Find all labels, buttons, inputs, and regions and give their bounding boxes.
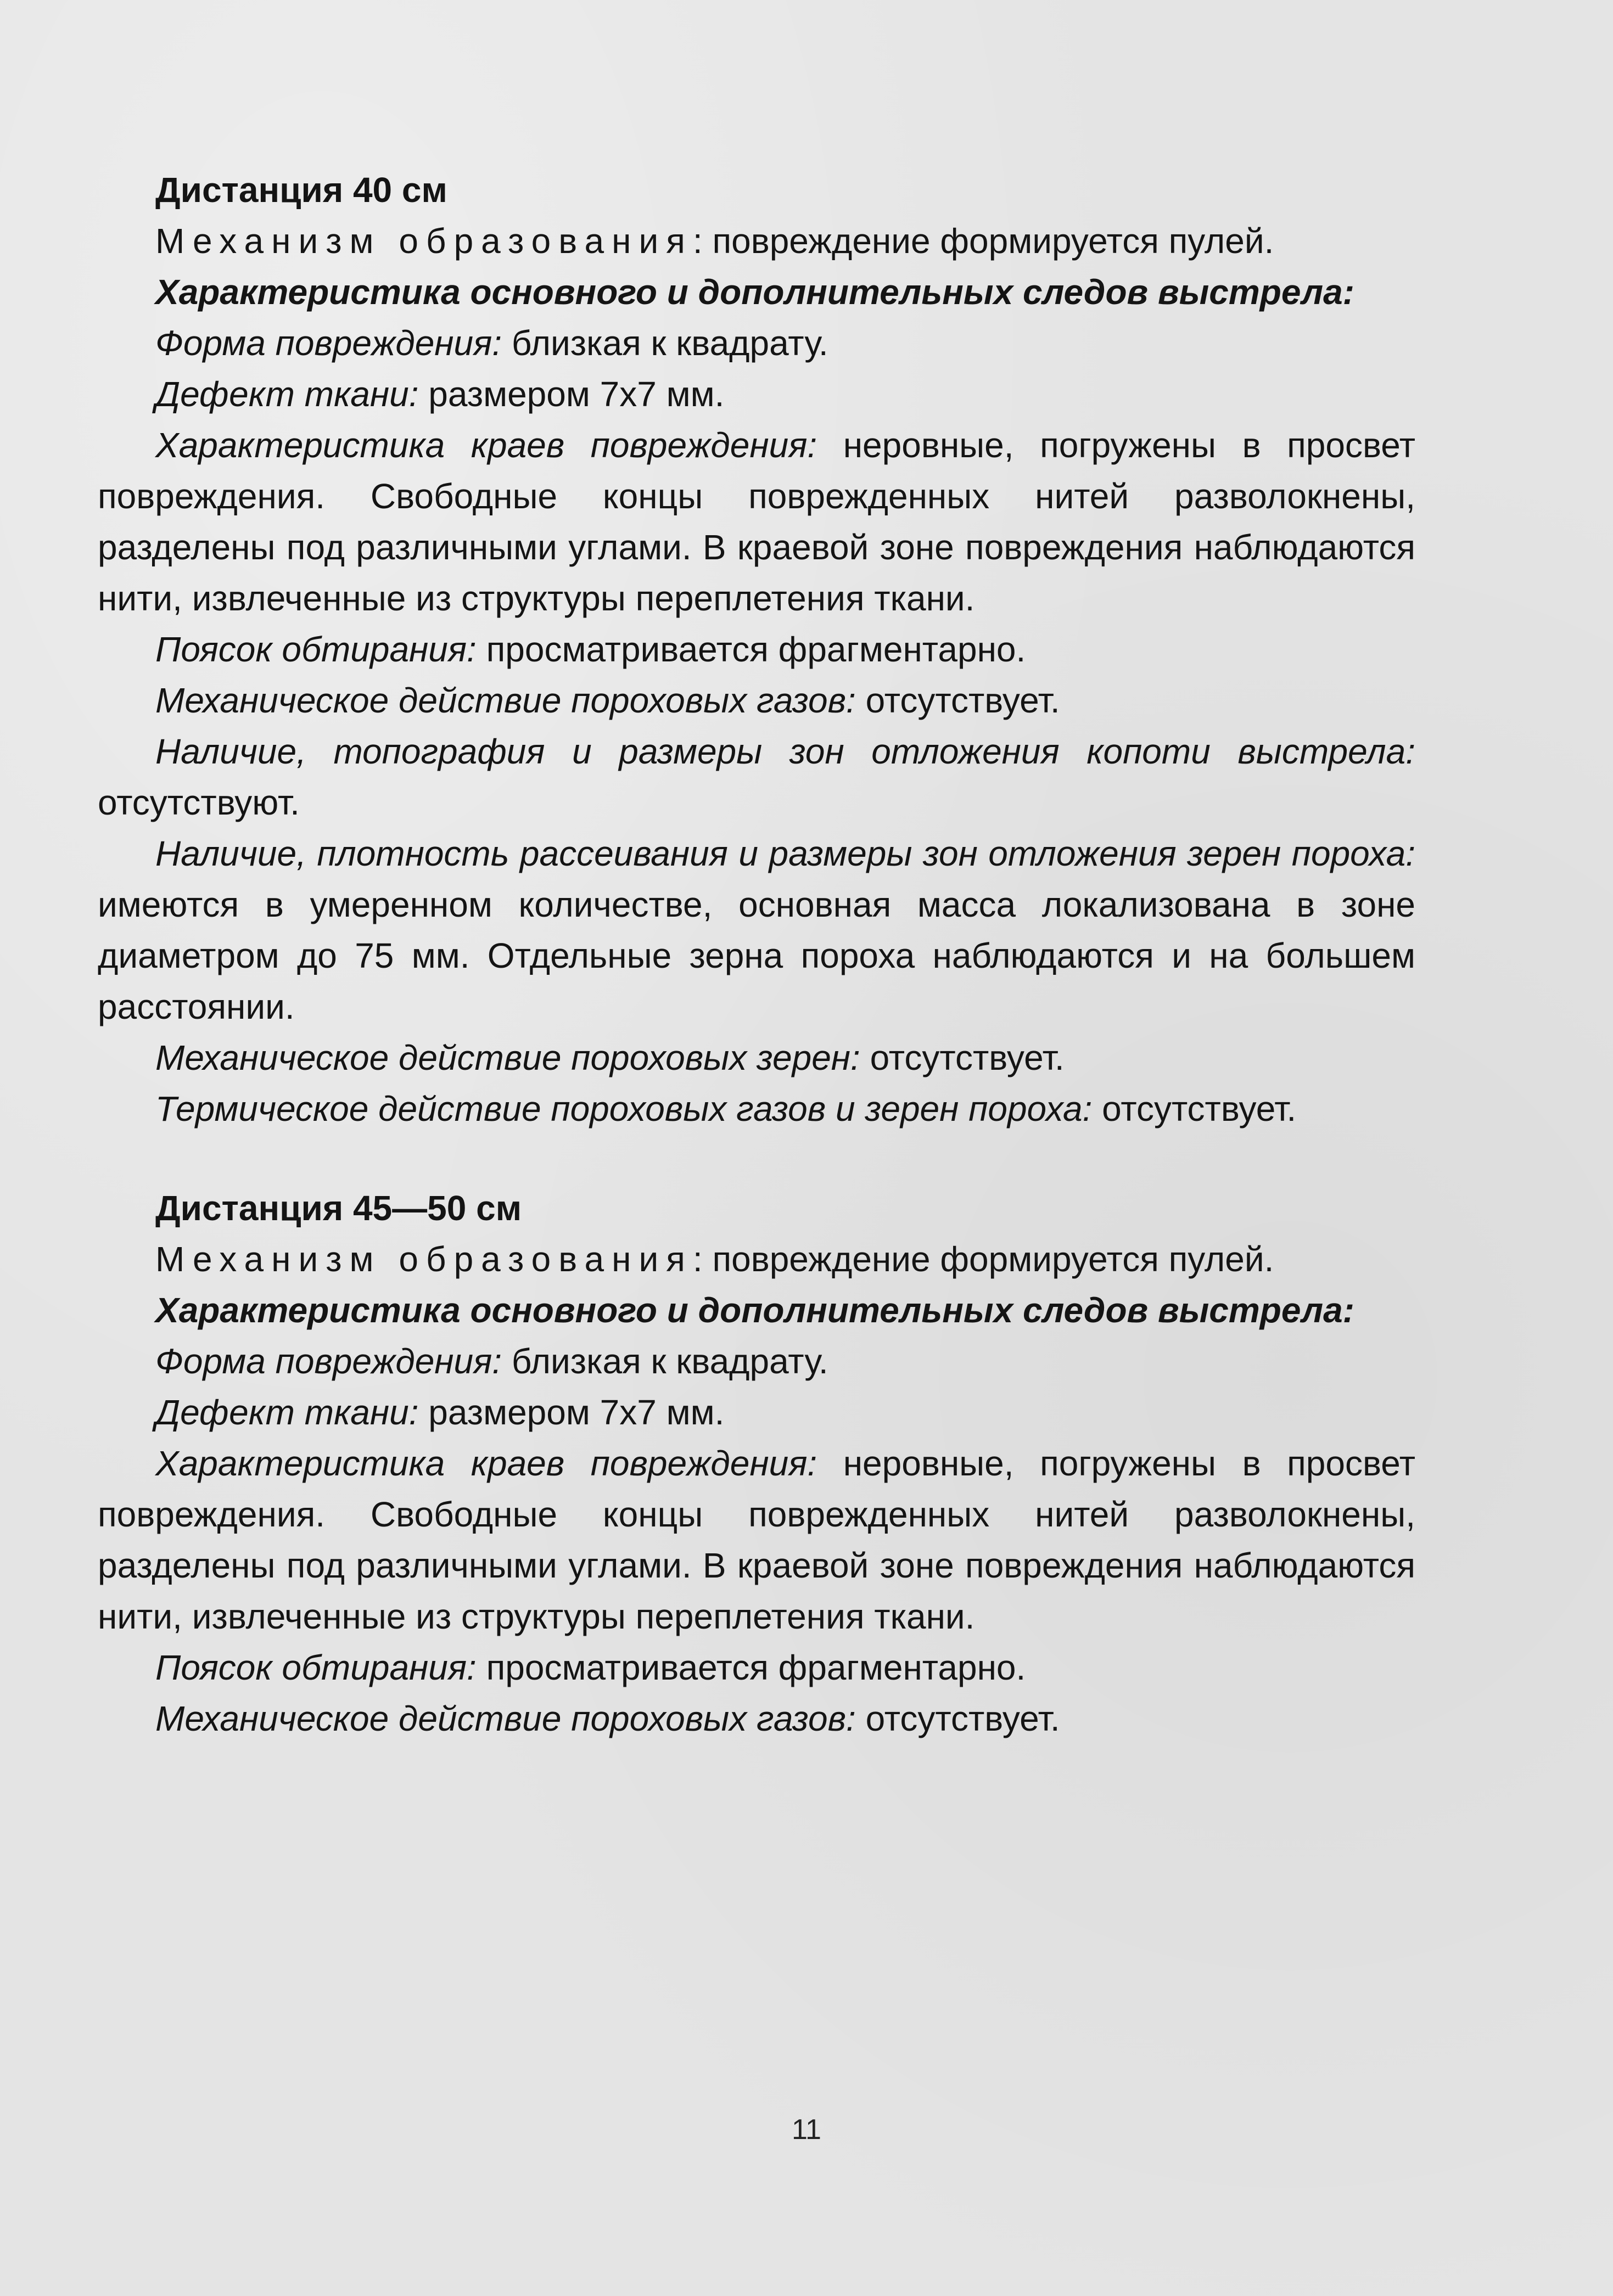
item-paragraph: [98, 726, 1415, 828]
item-text: имеются в умеренном количестве, основная масса локализована в зоне диаметром до 75 мм. Отдельные зерна пороха наблюдаются и на большем расстоянии.: [98, 885, 1415, 1026]
item-text: неровные, погружены в просвет повреждения. Свободные концы поврежденных нитей разволокнены, разделены под различными углами. В краевой зоне повреждения наблюдаются нити, извлеченные из структуры переплетения ткани.: [98, 425, 1416, 618]
item-text: близкая к квадрату.: [502, 323, 828, 363]
mechanism-text: : повреждение формируется пулей.: [692, 1239, 1274, 1279]
mechanism-paragraph: [98, 216, 1415, 267]
item-text: размером 7x7 мм.: [418, 1393, 725, 1432]
item-text: отсутствует.: [860, 1038, 1065, 1077]
item-label: Дефект ткани:: [155, 374, 419, 414]
mechanism-label: Механизм образования: [155, 221, 693, 261]
mechanism-paragraph: [98, 1234, 1415, 1285]
item-label: Характеристика краев повреждения:: [155, 1444, 817, 1483]
item-label: Механическое действие пороховых зерен:: [155, 1038, 860, 1077]
section-distance-45-50: [98, 1183, 1415, 1744]
item-text: просматривается фрагментарно.: [476, 630, 1026, 669]
item-text: отсутствует.: [855, 681, 1060, 720]
characteristic-title: Характеристика основного и дополнительных следов выстрела:: [155, 272, 1354, 312]
item-paragraph: [98, 1336, 1415, 1387]
item-label: Поясок обтирания:: [155, 630, 477, 669]
item-paragraph: [98, 369, 1415, 420]
item-text: отсутствует.: [855, 1699, 1060, 1738]
item-paragraph: [98, 624, 1415, 675]
item-label: Механическое действие пороховых газов:: [155, 681, 856, 720]
item-label: Наличие, плотность рассеивания и размеры зон отложения зерен пороха:: [155, 834, 1415, 873]
item-paragraph: [98, 1693, 1415, 1744]
item-paragraph: [98, 1084, 1415, 1135]
item-paragraph: [98, 1438, 1415, 1642]
item-paragraph: [98, 1387, 1415, 1438]
item-label: Форма повреждения:: [155, 323, 502, 363]
item-text: просматривается фрагментарно.: [476, 1648, 1026, 1687]
item-paragraph: [98, 1642, 1415, 1693]
characteristic-title: Характеристика основного и дополнительных следов выстрела:: [155, 1290, 1354, 1330]
item-label: Дефект ткани:: [155, 1393, 419, 1432]
item-text: размером 7x7 мм.: [418, 374, 725, 414]
page-content: [98, 165, 1415, 1744]
section-heading: Дистанция 40 см: [155, 170, 447, 210]
item-paragraph: [98, 675, 1415, 726]
item-text: неровные, погружены в просвет повреждения. Свободные концы поврежденных нитей разволокнены, разделены под различными углами. В краевой зоне повреждения наблюдаются нити, извлеченные из структуры переплетения ткани.: [98, 1444, 1416, 1636]
item-paragraph: [98, 318, 1415, 369]
section-distance-40: [98, 165, 1415, 1135]
section-heading: Дистанция 45—50 см: [155, 1188, 522, 1228]
item-text: близкая к квадрату.: [502, 1341, 828, 1381]
mechanism-text: : повреждение формируется пулей.: [692, 221, 1274, 261]
item-text: отсутствует.: [1092, 1089, 1297, 1129]
item-paragraph: [98, 420, 1415, 624]
item-paragraph: [98, 1032, 1415, 1084]
page-number: 11: [792, 2114, 821, 2146]
item-label: Механическое действие пороховых газов:: [155, 1699, 856, 1738]
item-label: Наличие, топография и размеры зон отложения копоти выстрела:: [155, 732, 1415, 771]
item-label: Форма повреждения:: [155, 1341, 502, 1381]
item-label: Характеристика краев повреждения:: [155, 425, 817, 465]
item-label: Поясок обтирания:: [155, 1648, 477, 1687]
mechanism-label: Механизм образования: [155, 1239, 693, 1279]
item-paragraph: [98, 828, 1415, 1032]
item-label: Термическое действие пороховых газов и зерен пороха:: [155, 1089, 1093, 1129]
item-text: отсутствуют.: [98, 783, 300, 822]
